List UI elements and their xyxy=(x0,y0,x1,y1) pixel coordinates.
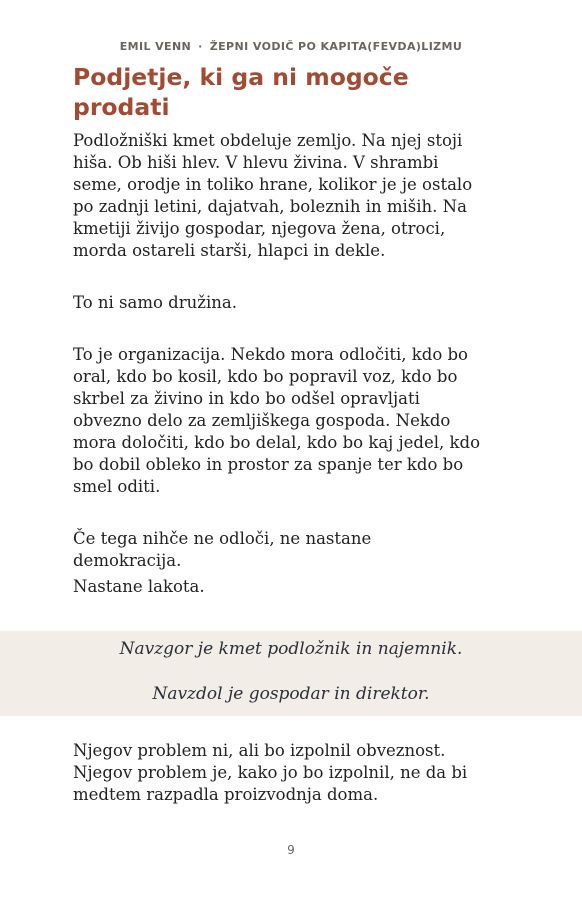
text-line: mora določiti, kdo bo delal, kdo bo kaj jedel, kdo xyxy=(73,433,481,452)
text-line: po zadnji letini, dajatvah, boleznih in miših. Na xyxy=(73,197,467,216)
page-number: 9 xyxy=(287,843,295,857)
text-line: To ni samo družina. xyxy=(73,293,237,312)
paragraph-organization xyxy=(73,344,518,498)
header-book-title: ŽEPNI VODIČ PO KAPITA(FEVDA)LIZMU xyxy=(209,40,463,53)
text-line: Njegov problem ni, ali bo izpolnil obveznost. xyxy=(73,741,446,760)
text-line: skrbel za živino in kdo bo odšel opravljati xyxy=(73,389,420,408)
text-line: Nastane lakota. xyxy=(73,577,205,596)
text-line: Če tega nihče ne odloči, ne nastane xyxy=(73,529,372,548)
text-line: kmetiji živijo gospodar, njegova žena, otroci, xyxy=(73,219,446,238)
text-line: bo dobil obleko in prostor za spanje ter kdo bo xyxy=(73,455,464,474)
text-line: To je organizacija. Nekdo mora odločiti, kdo bo xyxy=(73,345,468,364)
callout-downward: Navzdol je gospodar in direktor. xyxy=(152,684,430,704)
callout-band xyxy=(0,631,582,716)
paragraph-problem xyxy=(73,740,518,806)
text-line: oral, kdo bo kosil, kdo bo popravil voz, kdo bo xyxy=(73,367,458,386)
paragraph-democracy xyxy=(73,528,518,572)
paragraph-famine xyxy=(73,576,518,598)
header-separator: · xyxy=(198,40,203,53)
header-author: EMIL VENN xyxy=(119,40,192,53)
chapter-title xyxy=(73,62,513,122)
text-line: hiša. Ob hiši hlev. V hlevu živina. V shrambi xyxy=(73,153,439,172)
paragraph-farm xyxy=(73,130,518,262)
chapter-title-line: Podjetje, ki ga ni mogoče xyxy=(73,63,409,91)
text-line: medtem razpadla proizvodnja doma. xyxy=(73,785,379,804)
paragraph-not-family xyxy=(73,292,518,314)
callout-upward: Navzgor je kmet podložnik in najemnik. xyxy=(119,639,463,659)
text-line: obvezno delo za zemljiškega gospoda. Nekdo xyxy=(73,411,451,430)
text-line: smel oditi. xyxy=(73,477,161,496)
running-header xyxy=(0,40,582,53)
chapter-title-line: prodati xyxy=(73,93,170,121)
text-line: morda ostareli starši, hlapci in dekle. xyxy=(73,241,386,260)
text-line: seme, orodje in toliko hrane, kolikor je je ostalo xyxy=(73,175,473,194)
text-line: demokracija. xyxy=(73,551,182,570)
text-line: Podložniški kmet obdeluje zemljo. Na njej stoji xyxy=(73,131,463,150)
text-line: Njegov problem je, kako jo bo izpolnil, ne da bi xyxy=(73,763,468,782)
